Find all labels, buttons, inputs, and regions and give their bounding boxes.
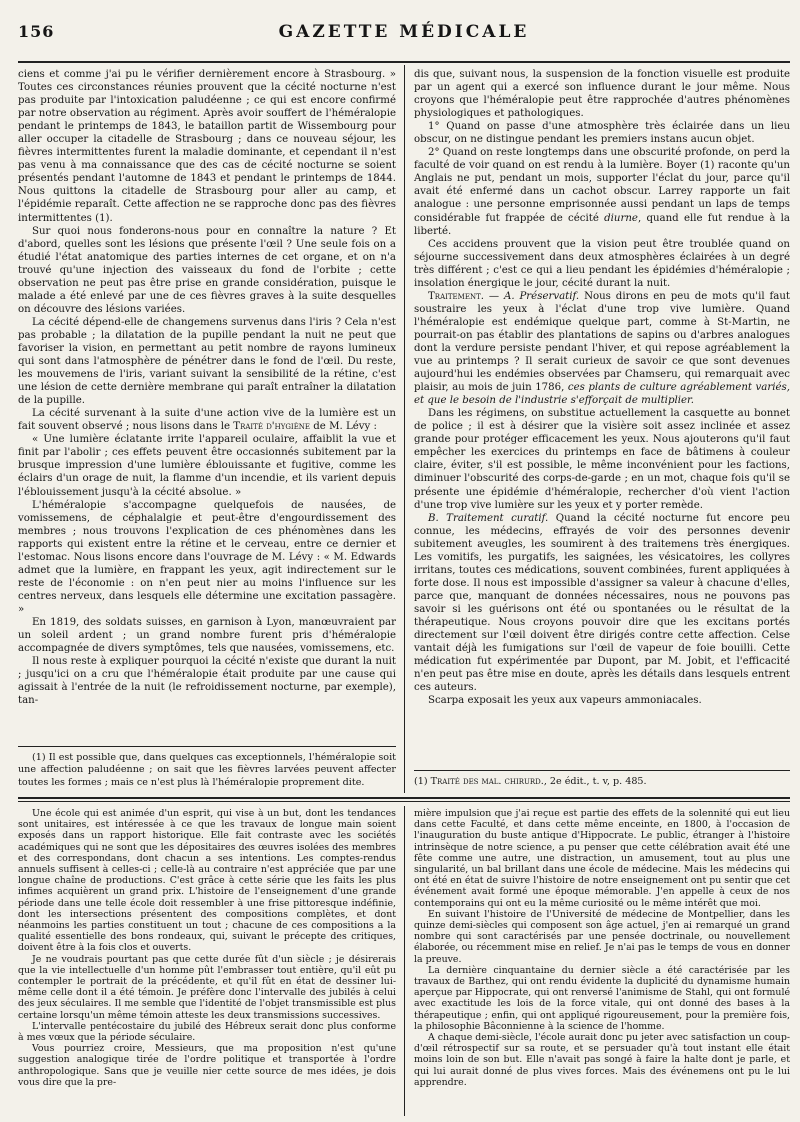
paragraph: Il nous reste à expliquer pourquoi la cécité n'existe que durant la nuit ; jusqu'ici on a cru que l'héméralopie était produite par une cause qui agissait à l'entrée de la nuit (le refroidissement nocturne, par exemple), tan- xyxy=(18,656,396,707)
paragraph: En suivant l'histoire de l'Université de médecine de Montpellier, dans les quinze demi-siècles qui composent son âge actuel, j'en ai remarqué un grand nombre qui sont caractérisés par une pensée doctrinale, ou nouvellement élaborée, ou récemment mise en relief. Je n'ai pas le temps de vous en donner la preuve. xyxy=(414,908,790,965)
paragraph: A chaque demi-siècle, l'école aurait donc pu jeter avec satisfaction un coup-d'œil rétrospectif sur sa route, et se persuader qu'à tout instant elle était moins loin de son but. Elle n'avait pas songé à faire la halte dont je parle, et qui lui aurait donné de plus vives forces. Mais des événemens ont pu le lui apprendre. xyxy=(414,1032,790,1088)
paragraph: 2° Quand on reste longtemps dans une obscurité profonde, on perd la faculté de voir quand on est rendu à la lumière. Boyer (1) raconte qu'un Anglais ne put, pendant un mois, supporter l'éclat du jour, parce qu'il avait été enfermé dans un cachot obscur. Larrey rapporte un fait analogue : une personne emprisonnée aussi pendant un laps de temps considérable fut frappée de cécité diurne, quand elle fut rendue à la liberté. xyxy=(414,147,790,237)
paragraph: Scarpa exposait les yeux aux vapeurs ammoniacales. xyxy=(428,695,702,707)
book-title: Traité d'hygiène xyxy=(233,421,311,433)
paragraph: Je ne voudrais pourtant pas que cette durée fût d'un siècle ; je désirerais que la vie intellectuelle d'un homme pût l'embrasser tout entière, qu'il eût pu contempler le portrait de la précédente, et qu'il fût en état de dessiner lui-même celle dont il a été témoin. Je préfère donc l'intervalle des jubilés à celui des jeux séculaires. Il me semble que l'identité de l'objet transmissible est plus certaine lorsqu'un même témoin atteste les deux transmissions successives. xyxy=(18,953,396,1021)
paragraph: B. Traitement curatif. Quand la cécité nocturne fut encore peu connue, les médecins, effrayés de voir des personnes devenir subitement aveugles, les soumirent à des traitemens très énergiques. Les vomitifs, les purgatifs, les saignées, les vésicatoires, les collyres irritans, toutes ces médications, souvent combinées, furent appliquées à forte dose. Il nous est impossible d'assigner sa valeur à chacune d'elles, parce que, manquant de données nécessaires, nous ne pouvons pas savoir si les guérisons ont été ou spontanées ou le résultat de la thérapeutique. Nous croyons pouvoir dire que les excitans portés directement sur l'œil doivent être dirigés contre cette affection. Celse vantait déjà les fumigations sur l'œil de vapeur de foie bouilli. Cette médication fut expérimentée par Dupont, par M. Jobit, et l'efficacité n'en peut pas être mise en doute, après les détails dans lesquels entrent ces auteurs. xyxy=(414,512,791,694)
paragraph: 1° Quand on passe d'une atmosphère très éclairée dans un lieu obscur, on ne distingue pendant les premiers instans aucun objet. xyxy=(414,121,790,146)
footnote: (1) Traité des mal. chirurd., 2e édit., t. v, p. 485. xyxy=(414,776,647,787)
paragraph: La cécité survenant à la suite d'une action vive de la lumière est un fait souvent observé ; nous lisons dans le Traité d'hygiène de M. Lévy : xyxy=(18,408,396,433)
paragraph: Vous pourriez croire, Messieurs, que ma proposition n'est qu'une suggestion analogique tirée de l'ordre politique et transportée à l'ordre anthropologique. Sans que je veuille nier cette source de mes idées, je dois vous dire que la pre- xyxy=(18,1043,396,1088)
footnote-left xyxy=(18,752,396,789)
masthead-title: GAZETTE MÉDICALE xyxy=(278,22,530,42)
section-heading: Traitement. xyxy=(428,290,484,302)
section-traitement: Traitement. — A. Préservatif. Nous dirons en peu de mots qu'il faut soustraire les yeux à l'éclat d'une trop vive lumière. Quand l'héméralopie est endémique quelque part, comme à St-Martin, ne pourrait-on pas établir des plantations de sapins ou d'arbres analogues dont la verdure persiste pendant l'hiver, et qui repose agréablement la vue au printemps ? Il serait curieux de savoir ce que sont devenues aujourd'hui les endémies observées par Chamseru, qui remarquait avec plaisir, au mois de juin 1786, ces plants de culture agréablement variés, et que le besoin de l'industrie s'efforçait de multiplier. xyxy=(414,290,790,407)
paragraph: La cécité dépend-elle de changemens survenus dans l'iris ? Cela n'est pas probable ; la dilatation de la pupille pendant la nuit ne peut que favoriser la vision, en permettant au petit nombre de rayons lumineux qui sont dans l'atmosphère de pénétrer dans le fond de l'œil. Du reste, les mouvemens de l'iris, variant suivant la sensibilité de la rétine, c'est une lésion de cette dernière membrane qui paraît entraîner la dilatation de la pupille. xyxy=(18,316,396,407)
lower-right-column xyxy=(414,808,790,1088)
paragraph: dis que, suivant nous, la suspension de la fonction visuelle est produite par un agent qui a exercé son influence durant le jour même. Nous croyons que l'héméralopie peut être rapprochée d'autres phénomènes physiologiques et pathologiques. xyxy=(414,69,790,120)
quotation: « Une lumière éclatante irrite l'appareil oculaire, affaiblit la vue et finit par l'abolir ; ces effets peuvent être occasionnés subitement par la brusque impression d'une lumière éblouissante et fugitive, comme les éclairs d'un orage de nuit, la flamme d'un incendie, et ils varient depuis l'éblouissement jusqu'à la cécité absolue. » xyxy=(18,434,396,498)
paragraph: La dernière cinquantaine du dernier siècle a été caractérisée par les travaux de Barthez, qui ont rendu évidente la duplicité du dynamisme humain aperçue par Hippocrate, qui ont renversé l'animisme de Stahl, qui ont formulé avec exactitude les lois de la force vitale, qui ont donné des bases à la thérapeutique ; enfin, qui ont appliqué rigoureusement, pour la première fois, la philosophie Bâconnienne à la science de l'homme. xyxy=(414,964,790,1032)
upper-left-column xyxy=(18,68,396,707)
feuilleton-rule xyxy=(18,797,790,799)
paragraph: En 1819, des soldats suisses, en garnison à Lyon, manœuvraient par un soleil ardent ; un grand nombre furent pris d'héméralopie accompagnée de divers symptômes, tels que nausées, vomissemens, etc. xyxy=(18,616,396,655)
footnote: (1) Il est possible que, dans quelques cas exceptionnels, l'héméralopie soit une affection paludéenne ; on sait que les fièvres larvées peuvent affecter toutes les formes ; mais ce n'est plus là l'héméralopie proprement dite. xyxy=(18,752,396,788)
lower-left-column xyxy=(18,808,396,1088)
subsection-heading: B. Traitement curatif. xyxy=(428,512,549,524)
paragraph: L'héméralopie s'accompagne quelquefois de nausées, de vomissemens, de céphalalgie et peut-être d'engourdissement des membres ; nous trouvons l'explication de ces phénomènes dans les rapports qui existent entre la rétine et le cerveau, entre ce dernier et l'estomac. Nous lisons encore dans l'ouvrage de M. Lévy : « M. Edwards admet que la lumière, en frappant les yeux, agit indirectement sur le reste de l'économie : on n'en peut nier au moins l'influence sur les centres nerveux, dans lesquels elle détermine une excitation passagère. » xyxy=(18,499,396,615)
paragraph: mière impulsion que j'ai reçue est partie des effets de la solennité qui eut lieu dans cette Faculté, et dans cette même enceinte, en 1800, à l'occasion de l'inauguration du buste antique d'Hippocrate. Le public, étranger à l'histoire intrinsèque de notre science, a pu penser que cette célébration avait été une fête comme une autre, une distraction, un amusement, tout au plus une singularité, un bal brillant dans une école de médecine. Mais les médecins qui ont été en état de suivre l'histoire de notre enseignement ont pu sentir que cet événement avait formé une époque mémorable. J'en appelle à ceux de nos contemporains qui ont eu la même curiosité ou le même intérêt que moi. xyxy=(414,808,790,909)
upper-column-divider xyxy=(404,65,405,793)
footnote-rule-right xyxy=(414,770,790,771)
paragraph: Une école qui est animée d'un esprit, qui vise à un but, dont les tendances sont unitaires, est intéressée à ce que les travaux de longue main soient exposés dans un rapport historique. Elle fait contraste avec les sociétés académiques qui ne sont que les dépositaires des œuvres isolées des membres et des correspondans, dont chacun a ses intentions. Les comptes-rendus annuels suffisent à celles-ci ; celle-là au contraire n'est appréciée que par une longue chaîne de productions. C'est grâce à cette série que les faits les plus infimes acquièrent un grand prix. L'histoire de l'enseignement d'une grande période dans une telle école doit ressembler à une frise pittoresque indéfinie, dont les intersections présentent des compositions complètes, et dont néanmoins les parties constituent un tout ; chacune de ces compositions a la qualité essentielle des bons rondeaux, qui, suivant le précepte des critiques, doivent être à la fois clos et ouverts. xyxy=(18,808,396,954)
paragraph: Dans les régimens, on substitue actuellement la casquette au bonnet de police ; il est à désirer que la visière soit assez inclinée et assez grande pour protéger efficacement les yeux. Nous ajouterons qu'il faut empêcher les exercices du printemps en face de bâtimens à couleur claire, éviter, s'il est possible, le même inconvénient pour les factions, diminuer l'obscurité des corps-de-garde ; en un mot, chaque fois qu'il se présente une épidémie d'héméralopie, rechercher d'où vient l'action d'une trop vive lumière sur les yeux et y porter remède. xyxy=(414,408,790,511)
upper-right-column xyxy=(414,68,790,707)
footnote-right xyxy=(414,776,790,788)
lower-column-divider xyxy=(404,806,405,1116)
paragraph: Ces accidens prouvent que la vision peut être troublée quand on séjourne successivement dans deux atmosphères éclairées à un degré très différent ; c'est ce qui a lieu pendant les épidémies d'héméralopie ; insolation énergique le jour, cécité durant la nuit. xyxy=(414,238,790,289)
footnote-rule-left xyxy=(18,746,396,747)
feuilleton-rule-thin xyxy=(18,801,790,802)
paragraph: Sur quoi nous fonderons-nous pour en connaître la nature ? Et d'abord, quelles sont les lésions que présente l'œil ? Une seule fois on a étudié l'état anatomique des parties internes de cet organe, et on n'a trouvé qu'une injection des vaisseaux du fond de l'orbite ; cette observation ne peut pas être prise en grande considération, puisque le malade a été enlevé par une de ces fièvres graves à la suite desquelles on découvre des lésions variées. xyxy=(18,225,396,315)
page-number: 156 xyxy=(18,22,55,41)
page-header xyxy=(18,18,790,44)
paragraph: ciens et comme j'ai pu le vérifier dernièrement encore à Strasbourg. » Toutes ces circonstances réunies prouvent que la cécité nocturne n'est pas produite par l'intoxication paludéenne ; ce qui est encore confirmé par notre observation au régiment. Après avoir souffert de l'héméralopie pendant le printemps de 1843, le bataillon partit de Wissembourg pour aller occuper la citadelle de Strasbourg ; dans ce nouveau séjour, les fièvres intermittentes furent la maladie dominante, et cependant il n'est pas venu à ma connaissance que des cas de cécité nocturne se soient présentés pendant l'automne de 1843 et pendant le printemps de 1844. Nous quittons la citadelle de Strasbourg pour aller au camp, et l'épidémie reparaît. Cette affection ne se rapproche donc pas des fièvres intermittentes (1). xyxy=(18,69,396,224)
paragraph: L'intervalle pentécostaire du jubilé des Hébreux serait donc plus conforme à mes vœux que la période séculaire. xyxy=(18,1020,396,1044)
header-rule xyxy=(18,61,790,63)
